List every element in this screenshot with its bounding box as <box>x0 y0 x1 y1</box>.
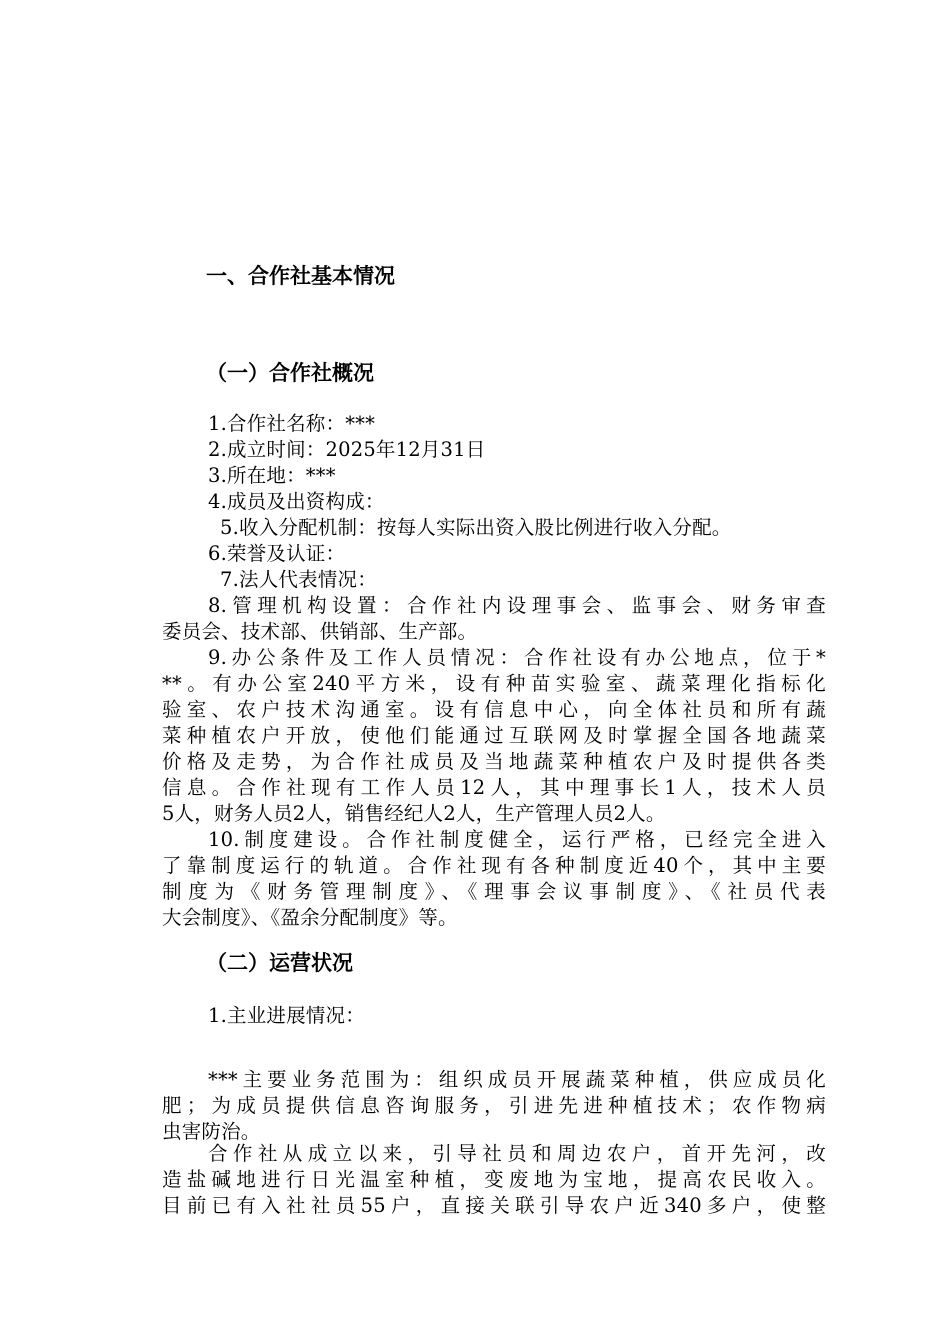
text-line: 1.合作社名称：*** <box>208 412 376 435</box>
text-line: 价格及走势，为合作社成员及当地蔬菜种植农户及时提供各类 <box>162 750 826 773</box>
text-line: 信息。合作社现有工作人员12人，其中理事长1人，技术人员 <box>162 776 826 799</box>
text-line: 虫害防治。 <box>162 1120 261 1143</box>
text-line: 2.成立时间：2025年12月31日 <box>208 438 486 461</box>
text-line: 大会制度》、《盈余分配制度》等。 <box>162 906 458 929</box>
text-line: 4.成员及出资构成： <box>208 490 385 513</box>
text-line: 肥；为成员提供信息咨询服务，引进先进种植技术；农作物病 <box>162 1094 826 1117</box>
text-line: 5.收入分配机制：按每人实际出资入股比例进行收入分配。 <box>220 516 732 539</box>
text-line: 制度为《财务管理制度》、《理事会议事制度》、《社员代表 <box>162 880 826 903</box>
text-line: 目前已有入社社员55户，直接关联引导农户近340多户，使整 <box>162 1194 826 1217</box>
text-line: 委员会、技术部、供销部、生产部。 <box>162 620 478 643</box>
text-line: 8.管理机构设置：合作社内设理事会、监事会、财务审查 <box>208 594 826 617</box>
text-line: 了靠制度运行的轨道。合作社现有各种制度近40个，其中主要 <box>162 854 826 877</box>
text-line: 6.荣誉及认证： <box>208 542 346 565</box>
text-line: 9.办公条件及工作人员情况：合作社设有办公地点，位于* <box>208 646 826 669</box>
text-line: 1.主业进展情况： <box>208 1004 365 1027</box>
text-line: 合作社从成立以来，引导社员和周边农户，首开先河，改 <box>208 1142 826 1165</box>
text-line: **。有办公室240平方米，设有种苗实验室、蔬菜理化指标化 <box>162 672 826 695</box>
heading-operations: （二）运营状况 <box>206 951 353 975</box>
text-line: 验室、农户技术沟通室。设有信息中心，向全体社员和所有蔬 <box>162 698 826 721</box>
text-line: 7.法人代表情况： <box>220 568 377 591</box>
text-line: 菜种植农户开放，使他们能通过互联网及时掌握全国各地蔬菜 <box>162 724 826 747</box>
text-line: 5人，财务人员2人，销售经纪人2人，生产管理人员2人。 <box>162 802 666 825</box>
text-line: 10.制度建设。合作社制度健全，运行严格，已经完全进入 <box>208 828 826 851</box>
heading-basic-info: 一、合作社基本情况 <box>206 264 395 288</box>
text-line: 3.所在地：*** <box>208 464 336 487</box>
heading-overview: （一）合作社概况 <box>206 361 374 385</box>
text-line: ***主要业务范围为：组织成员开展蔬菜种植，供应成员化 <box>208 1068 826 1091</box>
text-line: 造盐碱地进行日光温室种植，变废地为宝地，提高农民收入。 <box>162 1168 826 1191</box>
